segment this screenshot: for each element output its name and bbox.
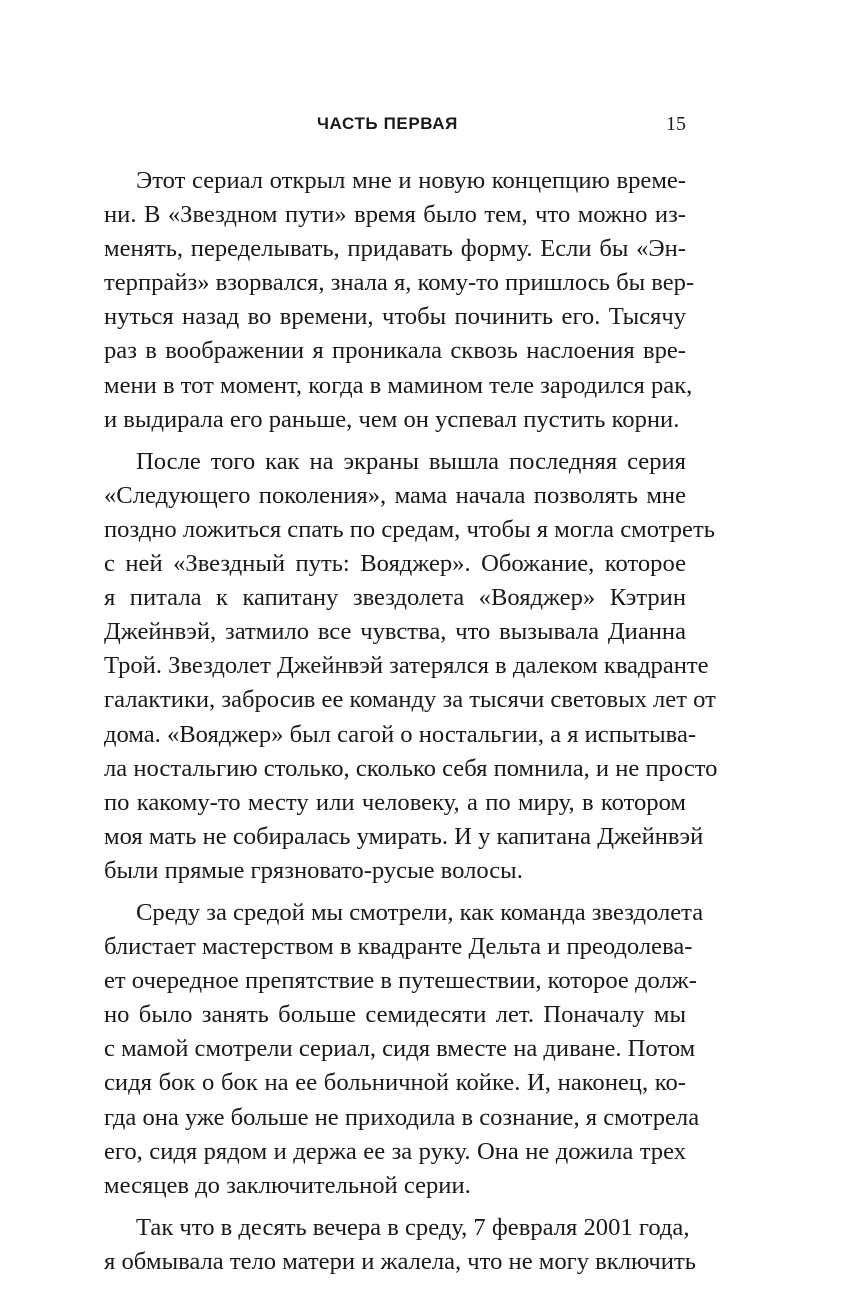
text-line: нуться назад во времени, чтобы починить его. Тысячу — [104, 303, 686, 331]
text-line: После того как на экраны вышла последняя серия — [136, 447, 686, 475]
text-line: галактики, забросив ее команду за тысячи световых лет от — [104, 686, 716, 714]
paragraph-1 — [104, 164, 695, 437]
text-line: моя мать не собиралась умирать. И у капитана Джейнвэй — [104, 822, 704, 850]
text-line: менять, переделывать, придавать форму. Если бы «Эн- — [104, 235, 686, 263]
text-line: но было занять больше семидесяти лет. Поначалу мы — [104, 1001, 686, 1029]
text-line: я обмывала тело матери и жалела, что не могу включить — [104, 1247, 696, 1275]
text-line: Джейнвэй, затмило все чувства, что вызывала Дианна — [104, 618, 686, 646]
text-line: месяцев до заключительной серии. — [104, 1171, 471, 1199]
text-line: «Следующего поколения», мама начала позволять мне — [104, 481, 686, 509]
text-line: терпрайз» взорвался, знала я, кому-то пришлось бы вер- — [104, 269, 695, 297]
text-line: были прямые грязновато-русые волосы. — [104, 856, 523, 884]
text-line: ет очередное препятствие в путешествии, которое долж- — [104, 967, 697, 995]
text-line: гда она уже больше не приходила в сознание, я смотрела — [104, 1103, 700, 1131]
body-text — [104, 164, 718, 1287]
text-line: и выдирала его раньше, чем он успевал пустить корни. — [104, 405, 680, 433]
text-line: раз в воображении я проникала сквозь наслоения вре- — [104, 337, 686, 365]
text-line: с мамой смотрели сериал, сидя вместе на диване. Потом — [104, 1035, 696, 1063]
paragraph-3 — [104, 896, 704, 1203]
text-line: по какому-то месту или человеку, а по миру, в котором — [104, 788, 686, 816]
paragraph-2 — [104, 445, 718, 888]
text-line: ни. В «Звездном пути» время было тем, что можно из- — [104, 201, 686, 229]
text-line: Так что в десять вечера в среду, 7 февраля 2001 года, — [136, 1213, 690, 1241]
running-head: ЧАСТЬ ПЕРВАЯ — [317, 114, 459, 133]
text-line: Среду за средой мы смотрели, как команда звездолета — [136, 898, 704, 926]
text-line: блистает мастерством в квадранте Дельта и преодолева- — [104, 933, 693, 961]
text-line: сидя бок о бок на ее больничной койке. И, наконец, ко- — [104, 1069, 686, 1097]
paragraph-4 — [104, 1211, 696, 1279]
text-line: поздно ложиться спать по средам, чтобы я могла смотреть — [104, 515, 715, 543]
text-line: Этот сериал открыл мне и новую концепцию време- — [136, 167, 686, 194]
text-line: с ней «Звездный путь: Вояджер». Обожание, которое — [104, 550, 686, 578]
text-line: дома. «Вояджер» был сагой о ностальгии, а я испытыва- — [104, 720, 697, 748]
text-line: его, сидя рядом и держа ее за руку. Она не дожила трех — [104, 1137, 686, 1165]
text-line: я питала к капитану звездолета «Вояджер» Кэтрин — [104, 584, 686, 612]
text-line: мени в тот момент, когда в мамином теле зародился рак, — [104, 371, 693, 399]
page-number: 15 — [666, 113, 686, 135]
text-line: Трой. Звездолет Джейнвэй затерялся в далеком квадранте — [104, 652, 709, 680]
text-line: ла ностальгию столько, сколько себя помнила, и не просто — [104, 754, 718, 782]
